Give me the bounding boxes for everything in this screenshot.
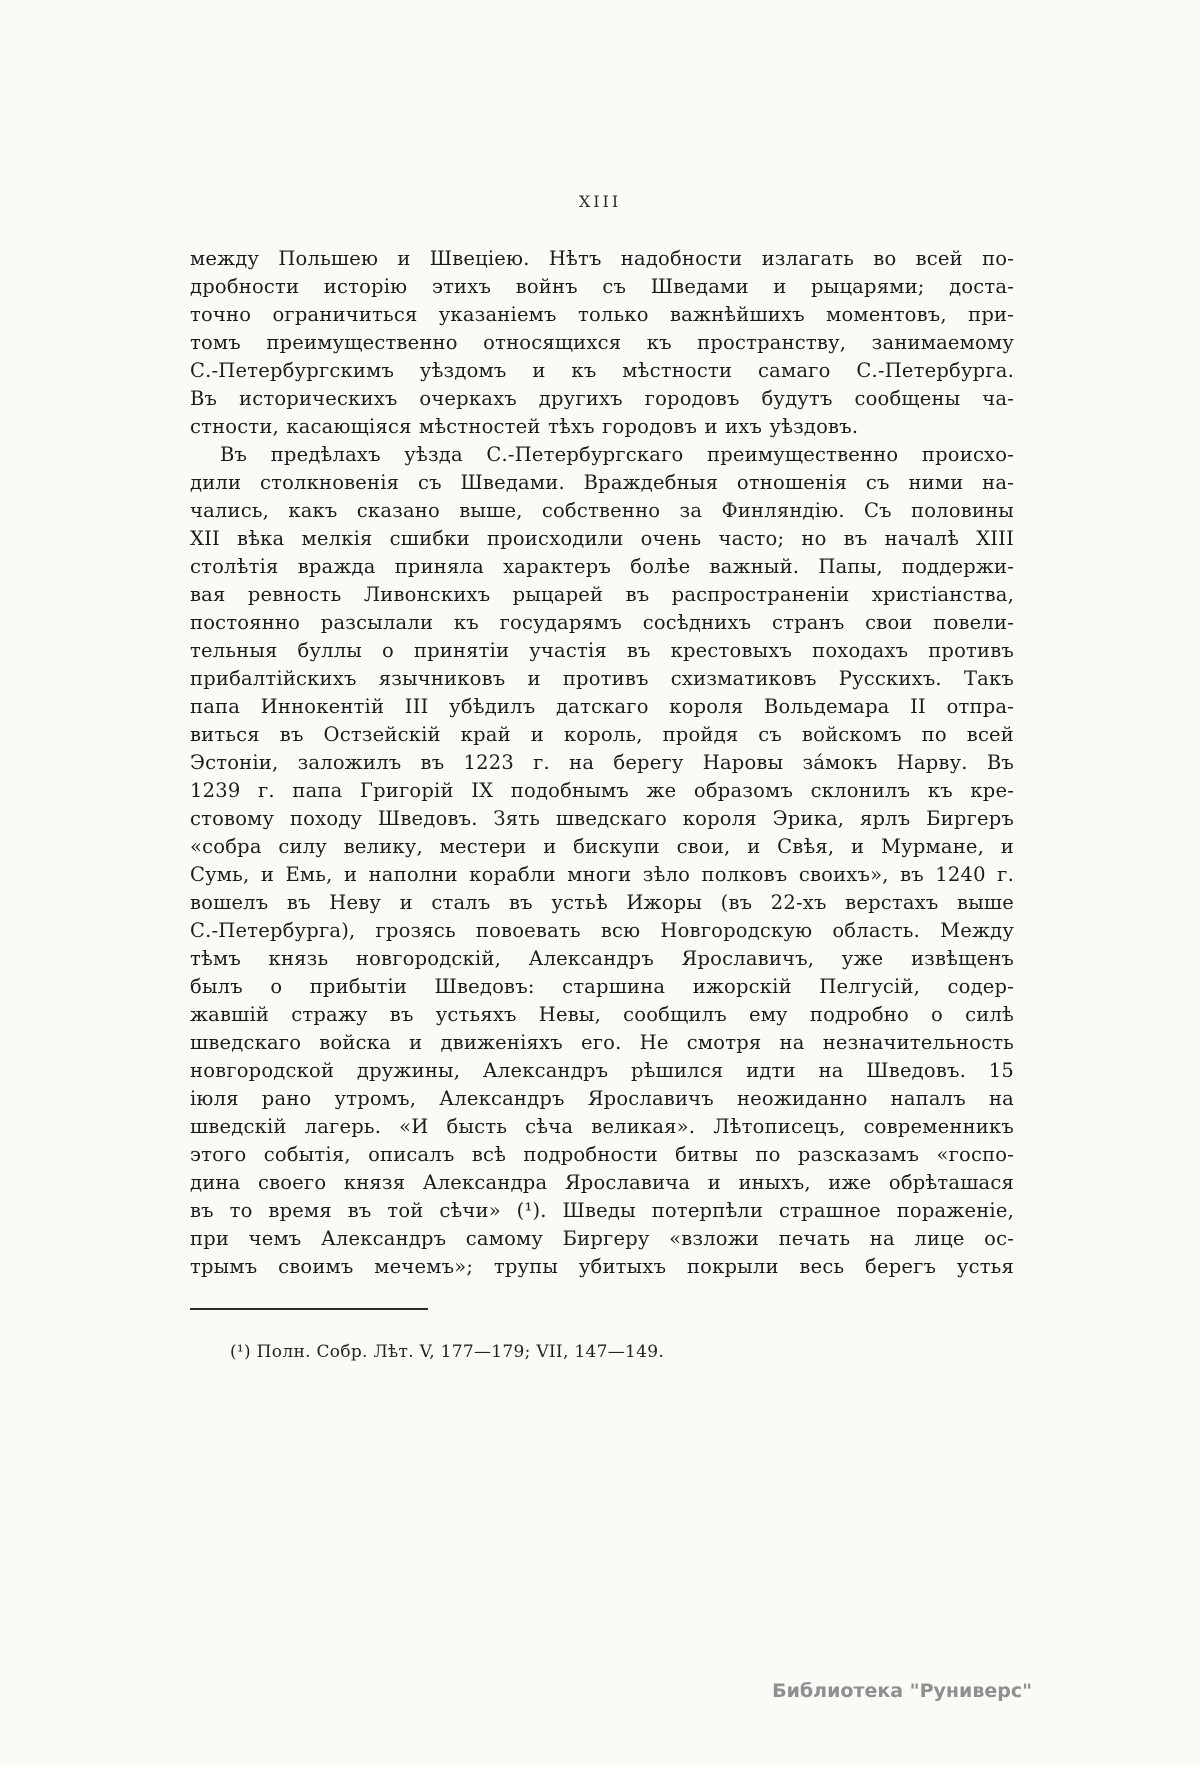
text-line: Сумь, и Емь, и наполни корабли многи зѣло полковъ своихъ», въ 1240 г.	[190, 863, 1014, 886]
text-line: постоянно разсылали къ государямъ сосѣднихъ странъ свои повели-	[190, 611, 1014, 634]
text-line: прибалтійскихъ язычниковъ и противъ схизматиковъ Русскихъ. Такъ	[190, 667, 1014, 690]
text-line: шведскій лагерь. «И бысть сѣча великая». Лѣтописецъ, современникъ	[190, 1115, 1014, 1138]
text-line: Эстоніи, заложилъ въ 1223 г. на берегу Наровы за́мокъ Нарву. Въ	[190, 751, 1014, 774]
text-line: дили столкновенія съ Шведами. Враждебныя отношенія съ ними на-	[190, 471, 1014, 494]
text-line: въ то время въ той сѣчи» (¹). Шведы потерпѣли страшное пораженіе,	[190, 1199, 1014, 1222]
text-line: чались, какъ сказано выше, собственно за Финляндію. Съ половины	[190, 499, 1014, 522]
text-line: С.-Петербурга), грозясь повоевать всю Новгородскую область. Между	[190, 919, 1014, 942]
text-line: Въ историческихъ очеркахъ другихъ городовъ будутъ сообщены ча-	[190, 387, 1014, 410]
text-line: С.-Петербургскимъ уѣздомъ и къ мѣстности самаго С.-Петербурга.	[190, 359, 1014, 382]
text-line: томъ преимущественно относящихся къ пространству, занимаемому	[190, 331, 1014, 354]
text-line: вая ревность Ливонскихъ рыцарей въ распространеніи христіанства,	[190, 583, 1014, 606]
library-watermark: Библиотека "Руниверс"	[772, 1680, 1032, 1702]
text-line: былъ о прибытіи Шведовъ: старшина ижорскій Пелгусій, содер-	[190, 975, 1014, 998]
text-line: этого событія, описалъ всѣ подробности битвы по разсказамъ «госпо-	[190, 1143, 1014, 1166]
text-line: папа Иннокентій III убѣдилъ датскаго короля Вольдемара II отпра-	[190, 695, 1014, 718]
text-line: тельныя буллы о принятіи участія въ крестовыхъ походахъ противъ	[190, 639, 1014, 662]
text-line: «собра силу велику, местери и бискупи свои, и Свѣя, и Мурмане, и	[190, 835, 1014, 858]
text-line: тѣмъ князь новгородскій, Александръ Ярославичъ, уже извѣщенъ	[190, 947, 1014, 970]
text-line: шведскаго войска и движеніяхъ его. Не смотря на незначительность	[190, 1031, 1014, 1054]
body-text	[190, 245, 1014, 1281]
text-line: Въ предѣлахъ уѣзда С.-Петербургскаго преимущественно происхо-	[220, 443, 1014, 466]
text-line: вошелъ въ Неву и сталъ въ устьѣ Ижоры (въ 22-хъ верстахъ выше	[190, 891, 1014, 914]
text-line: 1239 г. папа Григорій IX подобнымъ же образомъ склонилъ къ кре-	[190, 779, 1014, 802]
page-number: XIII	[578, 192, 622, 211]
text-line: дина своего князя Александра Ярославича и иныхъ, иже обрѣташася	[190, 1171, 1014, 1194]
text-line: новгородской дружины, Александръ рѣшился идти на Шведовъ. 15	[190, 1059, 1014, 1082]
footnote-divider	[190, 1308, 428, 1310]
text-line: жавшій стражу въ устьяхъ Невы, сообщилъ ему подробно о силѣ	[190, 1003, 1014, 1026]
text-line: между Польшею и Швеціею. Нѣтъ надобности излагать во всей по-	[190, 247, 1014, 270]
footnote: (¹) Полн. Собр. Лѣт. V, 177—179; VII, 147—149.	[230, 1342, 665, 1362]
text-line: точно ограничиться указаніемъ только важнѣйшихъ моментовъ, при-	[190, 303, 1014, 326]
text-line: дробности исторію этихъ войнъ съ Шведами и рыцарями; доста-	[190, 275, 1014, 298]
text-line: XII вѣка мелкія сшибки происходили очень часто; но въ началѣ XIII	[190, 527, 1014, 550]
text-line: виться въ Остзейскій край и король, пройдя съ войскомъ по всей	[190, 723, 1014, 746]
text-line: столѣтія вражда приняла характеръ болѣе важный. Папы, поддержи-	[190, 555, 1014, 578]
text-line: стности, касающіяся мѣстностей тѣхъ городовъ и ихъ уѣздовъ.	[190, 415, 859, 438]
text-line: іюля рано утромъ, Александръ Ярославичъ неожиданно напалъ на	[190, 1087, 1014, 1110]
text-line: при чемъ Александръ самому Биргеру «взложи печать на лице ос-	[190, 1227, 1014, 1250]
text-line: стовому походу Шведовъ. Зять шведскаго короля Эрика, ярлъ Биргеръ	[190, 807, 1014, 830]
text-line: трымъ своимъ мечемъ»; трупы убитыхъ покрыли весь берегъ устья	[190, 1255, 1014, 1278]
